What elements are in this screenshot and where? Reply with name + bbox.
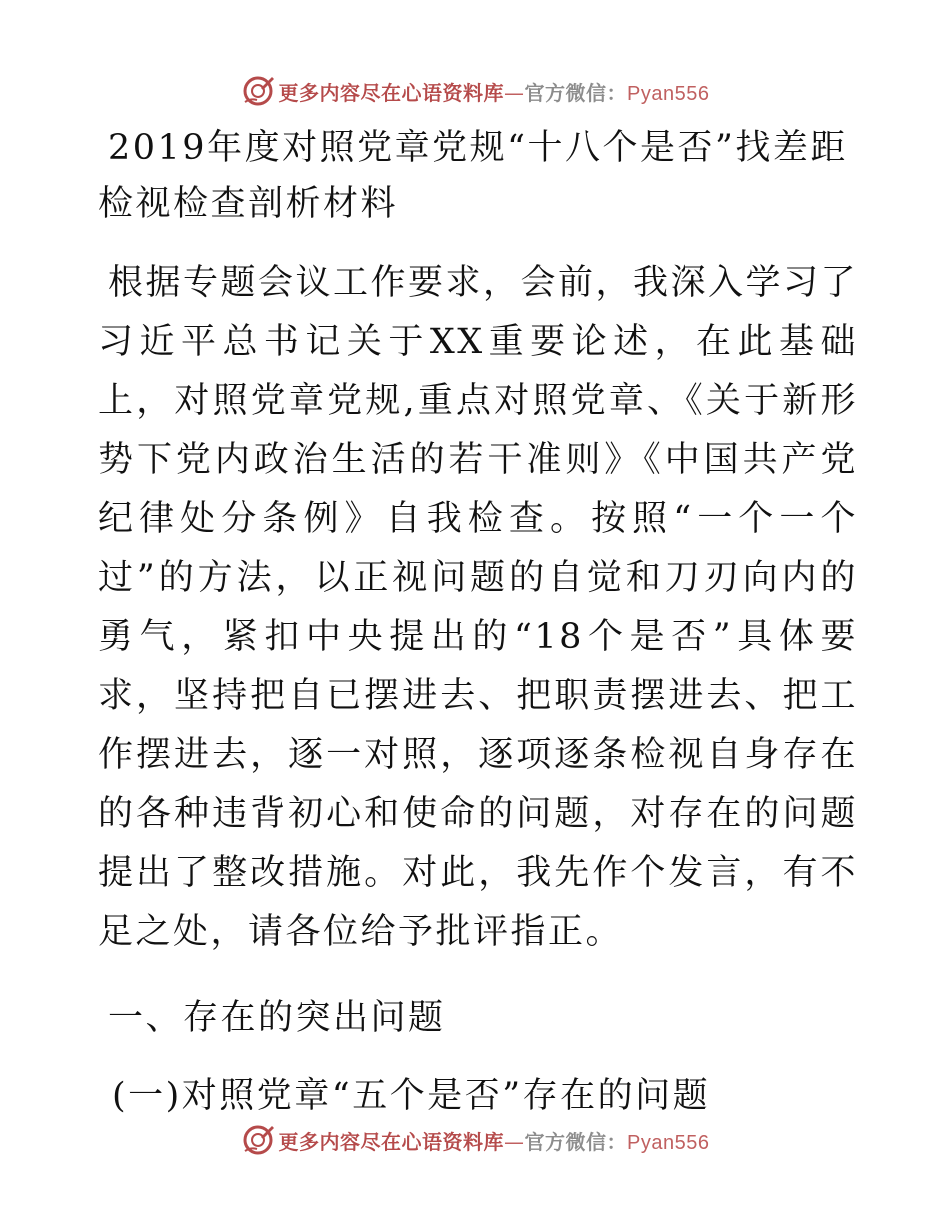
subsection-heading: (一)对照党章“五个是否”存在的问题 — [112, 1076, 711, 1116]
pen-circle-icon — [241, 1123, 275, 1157]
intro-paragraph: 根据专题会议工作要求，会前，我深入学习了习近平总书记关于XX重要论述，在此基础上，对照党章党规,重点对照党章、《关于新形势下党内政治生活的若干准则》《中国共产党纪律处分条例》自我检查。按照“一个一个过”的方法，以正视问题的自觉和刀刃向内的勇气，紧扣中央提出的“18个是否”具体要求，坚持把自已摆进去、把职责摆进去、把工作摆进去，逐一对照，逐项逐条检视自身存在的各种违背初心和使命的问题，对存在的问题提出了整改措施。对此，我先作个发言，有不足之处，请各位给予批评指正。 — [98, 263, 859, 952]
watermark-header — [0, 71, 950, 111]
section-heading: 一、存在的突出问题 — [108, 998, 446, 1038]
watermark-footer — [0, 1120, 950, 1160]
document-title: 2019年度对照党章党规“十八个是否”找差距检视检查剖析材料 — [98, 128, 848, 224]
watermark-text: 更多内容尽在心语资料库—官方微信：Pyan556 — [278, 80, 710, 105]
document-body — [98, 120, 858, 1124]
pen-circle-icon — [241, 74, 275, 108]
watermark-text: 更多内容尽在心语资料库—官方微信：Pyan556 — [278, 1129, 710, 1154]
